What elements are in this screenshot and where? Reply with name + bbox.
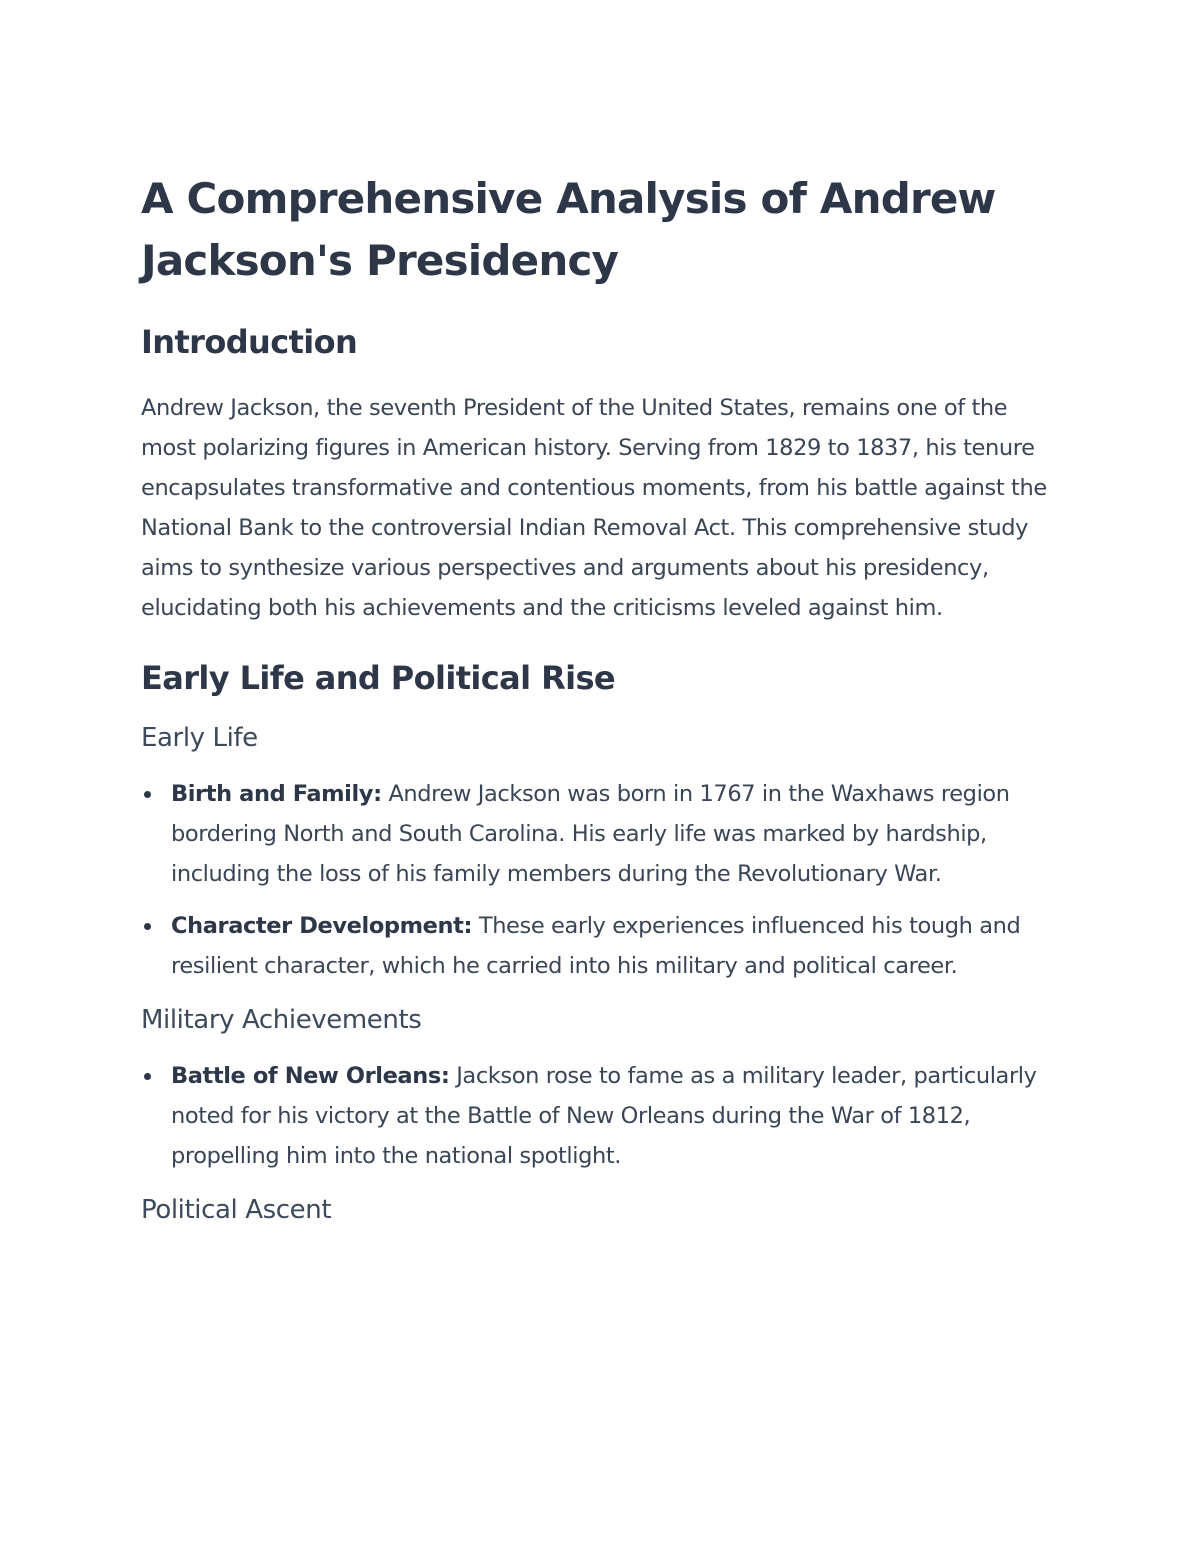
bullet-icon — [144, 1073, 151, 1080]
list-item — [141, 906, 1061, 986]
section-heading-early-life-and-political-rise: Early Life and Political Rise — [141, 659, 616, 697]
list-item — [141, 1056, 1061, 1176]
subheading-military-achievements: Military Achievements — [141, 1005, 422, 1035]
list-item-text: Jackson rose to fame as a military leader, particularly noted for his victory at the Battle of New Orleans during the War of 1812, propelling him into the national spotlight. — [171, 1063, 1037, 1169]
list-item — [141, 774, 1061, 894]
subheading-early-life: Early Life — [141, 723, 258, 753]
early-life-list — [141, 774, 1061, 986]
subheading-political-ascent: Political Ascent — [141, 1195, 332, 1225]
document-title: A Comprehensive Analysis of Andrew Jackson's Presidency — [141, 174, 996, 285]
military-achievements-list — [141, 1056, 1061, 1176]
bullet-icon — [144, 923, 151, 930]
introduction-paragraph: Andrew Jackson, the seventh President of the United States, remains one of the most polarizing figures in American history. Serving from 1829 to 1837, his tenure encapsulates transformative and contentious moments, from his battle against the National Bank to the controversial Indian Removal Act. This comprehensive study aims to synthesize various perspectives and arguments about his presidency, elucidating both his achievements and the criticisms leveled against him. — [141, 395, 1047, 621]
list-item-text: These early experiences influenced his tough and resilient character, which he carried into his military and political career. — [171, 913, 1021, 979]
section-heading-introduction: Introduction — [141, 323, 358, 361]
list-item-term: Birth and Family: — [171, 781, 382, 807]
list-item-term: Battle of New Orleans: — [171, 1063, 450, 1089]
list-item-term: Character Development: — [171, 913, 473, 939]
bullet-icon — [144, 791, 151, 798]
list-item-text: Andrew Jackson was born in 1767 in the Waxhaws region bordering North and South Carolina. His early life was marked by hardship, including the loss of his family members during the Revolutionary War. — [171, 781, 1010, 887]
document-page — [141, 168, 1061, 1246]
